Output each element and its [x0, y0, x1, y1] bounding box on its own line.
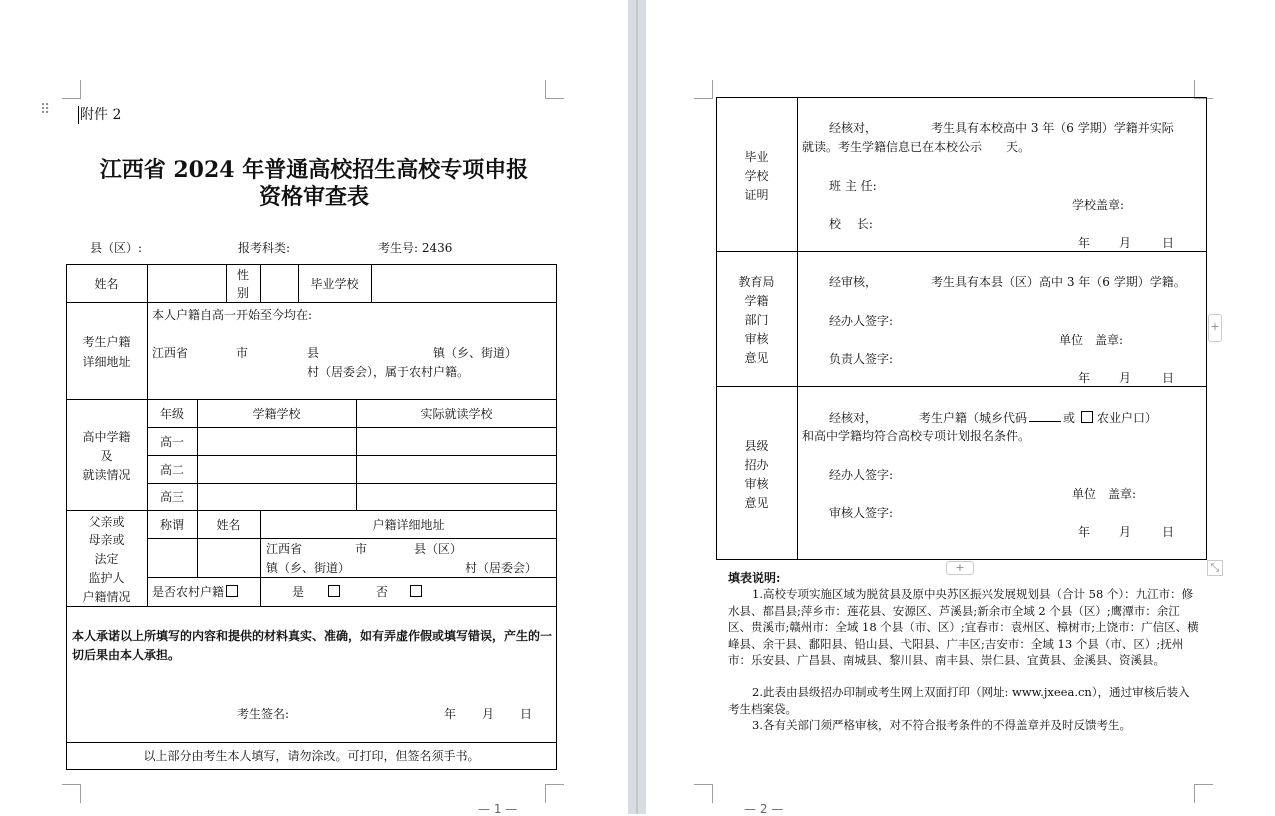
category-label[interactable]: 报考科类:: [238, 241, 291, 255]
gender-label-1: 性: [236, 268, 249, 282]
county-office-label-2: 招办: [744, 458, 769, 472]
guardian-label-2: 母亲或: [88, 533, 125, 547]
form-title-line1[interactable]: 江西省 2024 年普通高校招生高校专项申报: [99, 157, 529, 183]
pledge-text: 本人承诺以上所填写的内容和提供的材料真实、准确，如有弄虚作假或填写错误，产生的一切后果由本人承担。: [72, 629, 553, 662]
guardian-label-3: 法定: [94, 552, 119, 566]
crop-mark-bottom-left-2: [694, 784, 713, 803]
grade-header: 年级: [159, 407, 184, 421]
page-number-1: — 1 —: [478, 802, 518, 816]
rural-code-blank[interactable]: [1029, 410, 1061, 422]
resize-table-icon[interactable]: ⤡: [1207, 560, 1223, 576]
exam-number-label[interactable]: 考生号: 2436: [378, 241, 453, 255]
guardian-label-4: 监护人: [88, 571, 125, 585]
edu-day: 日: [1162, 371, 1175, 385]
edu-label-4: 审核: [744, 332, 769, 346]
no-checkbox[interactable]: [410, 585, 422, 597]
grad-cert-text-2: 就读。考生学籍信息已在本校公示 天。: [802, 140, 1031, 154]
grad-day: 日: [1162, 236, 1175, 250]
address-intro: 本人户籍自高一开始至今均在:: [152, 308, 313, 322]
page-gutter: [628, 0, 646, 814]
edu-responsible-label: 负责人签字:: [829, 352, 894, 366]
document-page-2: [646, 0, 1275, 814]
crop-mark-top-right: [545, 80, 564, 99]
address-province: 江西省: [152, 346, 189, 360]
rural-checkbox[interactable]: [226, 585, 238, 597]
grad-cert-label-3: 证明: [744, 188, 769, 202]
address-village: 村（居委会），属于农村户籍。: [307, 365, 470, 379]
school-section-label-1: 高中学籍: [82, 430, 131, 444]
grade-3: 高三: [159, 490, 184, 504]
crop-mark-top-left-2: [694, 80, 713, 99]
grad-cert-label-2: 学校: [744, 169, 769, 183]
document-page-1: [0, 0, 628, 814]
county-office-label-3: 审核: [744, 477, 769, 491]
address-city: 市: [236, 346, 249, 360]
grad-school-label: 毕业学校: [310, 277, 359, 291]
yes-option: 是: [292, 585, 340, 599]
edu-month: 月: [1119, 371, 1132, 385]
edu-handler-label: 经办人签字:: [829, 314, 894, 328]
no-option: 否: [376, 585, 422, 599]
guardian-label-1: 父亲或: [88, 515, 125, 529]
page-number-2: — 2 —: [744, 802, 784, 816]
signature-label: 考生签名:: [237, 707, 290, 721]
county-year: 年: [1078, 525, 1091, 539]
school-section-label-3: 就读情况: [82, 468, 131, 482]
farm-household-checkbox[interactable]: [1081, 411, 1093, 423]
county-office-text-1: 经核对， 考生户籍（城乡代码 或 农业户口）: [829, 411, 1158, 425]
county-seal-label: 单位 盖章:: [1072, 487, 1137, 501]
yes-checkbox[interactable]: [328, 585, 340, 597]
county-reviewer-label: 审核人签字:: [829, 506, 894, 520]
sign-year: 年: [444, 707, 457, 721]
notes-title: 填表说明:: [728, 571, 781, 585]
name-label: 姓名: [94, 277, 119, 291]
gender-field[interactable]: [261, 265, 297, 301]
gender-label-2: 别: [236, 286, 249, 300]
county-month: 月: [1119, 525, 1132, 539]
footer-note: 以上部分由考生本人填写，请勿涂改。可打印，但签名须手书。: [143, 749, 480, 763]
guardian-town: 镇（乡、街道）: [266, 561, 351, 575]
note-3: 3.各有关部门须严格审核，对不符合报考条件的不得盖章并及时反馈考生。: [752, 718, 1131, 732]
sign-month: 月: [482, 707, 495, 721]
guardian-village: 村（居委会）: [465, 561, 538, 575]
county-day: 日: [1162, 525, 1175, 539]
crop-mark-bottom-right-2: [1194, 784, 1213, 803]
address-town: 镇（乡、街道）: [433, 346, 518, 360]
county-office-text-2: 和高中学籍均符合高校专项计划报名条件。: [802, 429, 1031, 443]
grad-school-field[interactable]: [372, 265, 556, 301]
grad-year: 年: [1078, 236, 1091, 250]
edu-label-2: 学籍: [744, 294, 769, 308]
county-office-label-4: 意见: [744, 496, 769, 510]
edu-label-5: 意见: [744, 351, 769, 365]
guardian-province: 江西省: [266, 542, 303, 556]
edu-label-1: 教育局: [738, 275, 775, 289]
note-2: 2.此表由县级招办印制或考生网上双面打印（网址: www.jxeea.cn），通过审核后装入考生档案袋。: [728, 685, 1190, 716]
grad-month: 月: [1119, 236, 1132, 250]
rural-question: 是否农村户籍: [152, 585, 238, 599]
edu-text: 经审核， 考生具有本县（区）高中 3 年（6 学期）学籍。: [829, 275, 1186, 289]
grad-cert-label-1: 毕业: [744, 150, 769, 164]
address-label-2: 详细地址: [82, 355, 131, 369]
guardian-county: 县（区）: [414, 542, 463, 556]
guardian-name-header: 姓名: [216, 518, 241, 532]
edu-unit-seal-label: 单位 盖章:: [1059, 333, 1124, 347]
actual-school-header: 实际就读学校: [420, 407, 493, 421]
attachment-label[interactable]: 附件 2: [80, 107, 122, 123]
form-title-line2[interactable]: 资格审查表: [258, 184, 369, 210]
guardian-label-5: 户籍情况: [82, 590, 131, 604]
crop-mark-bottom-left: [62, 784, 81, 803]
edu-label-3: 部门: [744, 313, 769, 327]
grade-1: 高一: [159, 435, 184, 449]
address-county: 县: [307, 346, 320, 360]
relation-header: 称谓: [159, 518, 184, 532]
school-section-label-2: 及: [100, 449, 113, 463]
add-column-icon[interactable]: +: [1208, 314, 1222, 342]
guardian-address-header: 户籍详细地址: [372, 518, 445, 532]
head-teacher-label: 班 主 任:: [829, 179, 877, 193]
add-row-icon[interactable]: +: [946, 561, 974, 575]
note-1: 1.高校专项实施区域为脱贫县及原中央苏区振兴发展规划县（合计 58 个）：九江市：修水县、都昌县;萍乡市：莲花县、安源区、芦溪县;新余市全域 2 个县（区）;鹰潭市：余江区、贵溪市;赣州市：全域 18 个县（市、区）;宜春市：袁州区、樟树市;上饶市：广信区、横峰县、余干县、鄱阳县、铅山县、弋阳县、广丰区;吉安市：全域 13 个县（市、区）;抚州市：乐安县、广昌县、南城县、黎川县、南丰县、崇仁县、宜黄县、金溪县、资溪县。: [728, 587, 1199, 667]
grad-cert-text-1: 经核对， 考生具有本校高中 3 年（6 学期）学籍并实际: [829, 121, 1174, 135]
name-field[interactable]: [148, 265, 225, 301]
grade-2: 高二: [159, 463, 184, 477]
crop-mark-bottom-right: [545, 784, 564, 803]
registry-school-header: 学籍学校: [252, 407, 301, 421]
county-office-label-1: 县级: [744, 439, 769, 453]
address-label-1: 考生户籍: [82, 335, 131, 349]
sign-day: 日: [520, 707, 533, 721]
text-cursor: [78, 106, 79, 124]
drag-handle-icon[interactable]: ⠿: [40, 102, 51, 118]
school-seal-label: 学校盖章:: [1072, 198, 1125, 212]
principal-label: 校 长:: [829, 217, 873, 231]
crop-mark-top-left: [62, 80, 81, 99]
edu-year: 年: [1078, 371, 1091, 385]
county-handler-label: 经办人签字:: [829, 468, 894, 482]
county-label[interactable]: 县（区）:: [90, 241, 143, 255]
guardian-city: 市: [355, 542, 368, 556]
